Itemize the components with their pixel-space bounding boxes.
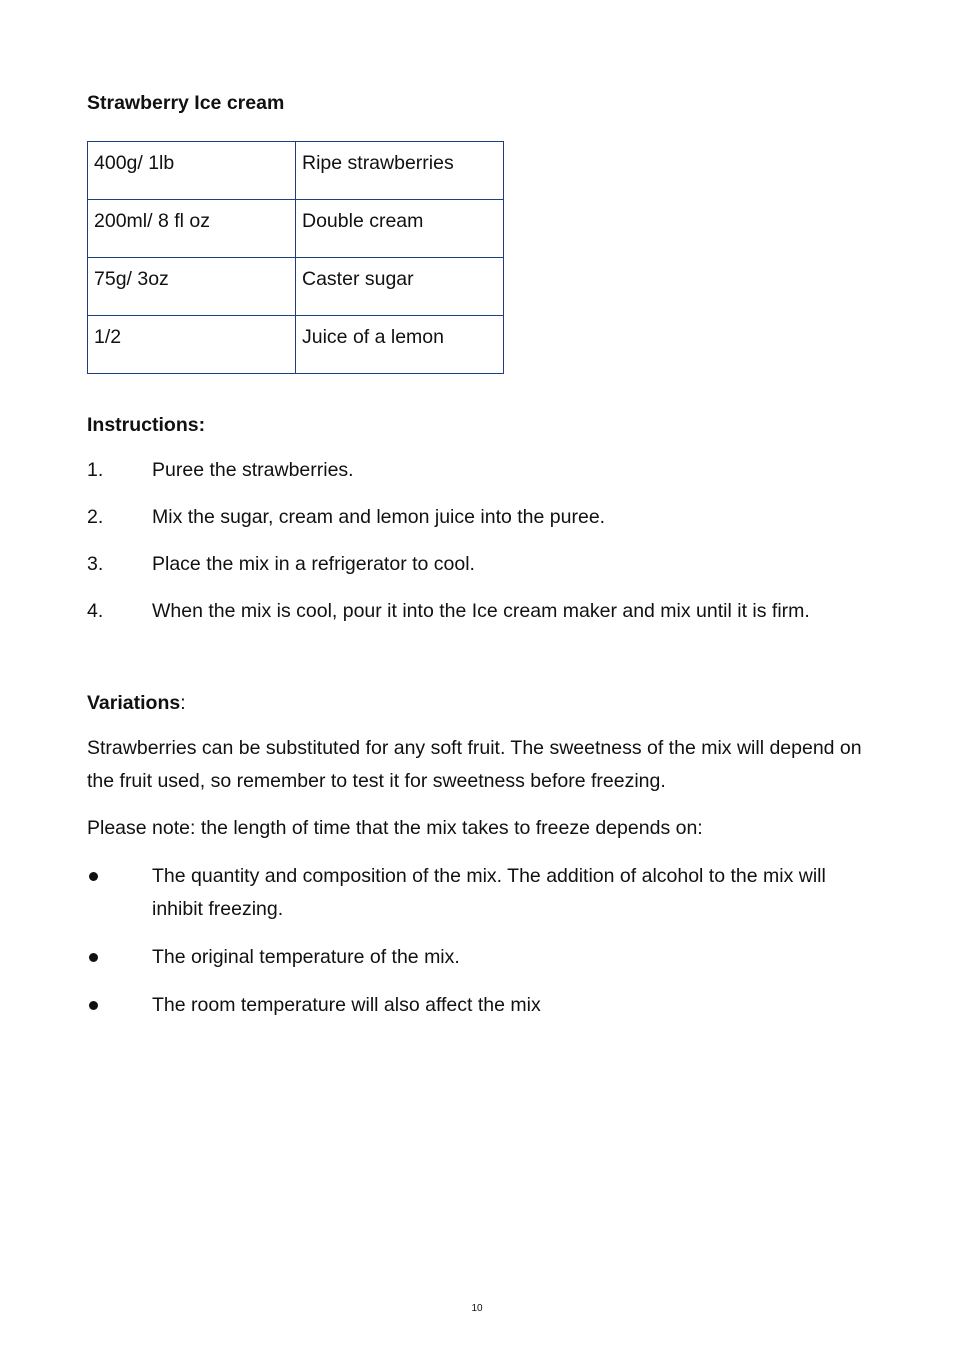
bullet-icon <box>87 860 152 926</box>
table-row <box>88 142 504 200</box>
step-text: When the mix is cool, pour it into the Ice cream maker and mix until it is firm. <box>152 600 810 622</box>
instructions-list <box>87 454 867 628</box>
table-row <box>88 316 504 374</box>
step-text: Place the mix in a refrigerator to cool. <box>152 553 475 575</box>
variations-heading: Variations: <box>87 692 186 714</box>
list-item <box>87 860 867 926</box>
list-item <box>87 548 867 581</box>
ingredient-quantity: 400g/ 1lb <box>88 142 296 200</box>
ingredient-name: Ripe strawberries <box>296 142 504 200</box>
ingredient-name: Juice of a lemon <box>296 316 504 374</box>
step-number: 2. <box>87 506 104 528</box>
step-text: Mix the sugar, cream and lemon juice into the puree. <box>152 506 606 528</box>
variations-paragraph: Strawberries can be substituted for any soft fruit. The sweetness of the mix will depend on the fruit used, so remember to test it for sweetness before freezing. <box>87 737 862 792</box>
ingredient-quantity: 200ml/ 8 fl oz <box>88 200 296 258</box>
freeze-factors-list <box>87 860 867 1022</box>
bullet-text: The room temperature will also affect the mix <box>152 994 541 1016</box>
list-item <box>87 454 867 487</box>
recipe-title: Strawberry Ice cream <box>87 92 285 114</box>
document-page <box>87 88 867 1022</box>
list-item <box>87 989 867 1022</box>
page-number: 10 <box>471 1303 483 1314</box>
table-row <box>88 258 504 316</box>
ingredients-table <box>87 141 504 374</box>
note-paragraph: Please note: the length of time that the mix takes to freeze depends on: <box>87 817 703 839</box>
list-item <box>87 501 867 534</box>
step-text: Puree the strawberries. <box>152 459 354 481</box>
ingredient-quantity: 1/2 <box>88 316 296 374</box>
bullet-text: The original temperature of the mix. <box>152 946 460 968</box>
step-number: 3. <box>87 553 104 575</box>
bullet-icon <box>87 941 152 974</box>
ingredient-name: Caster sugar <box>296 258 504 316</box>
bullet-icon <box>87 989 152 1022</box>
table-row <box>88 200 504 258</box>
ingredient-quantity: 75g/ 3oz <box>88 258 296 316</box>
list-item <box>87 941 867 974</box>
step-number: 1. <box>87 459 104 481</box>
list-item <box>87 595 867 628</box>
instructions-heading: Instructions: <box>87 414 206 436</box>
ingredient-name: Double cream <box>296 200 504 258</box>
step-number: 4. <box>87 600 104 622</box>
bullet-text: The quantity and composition of the mix. The addition of alcohol to the mix will inhibit freezing. <box>152 865 826 920</box>
